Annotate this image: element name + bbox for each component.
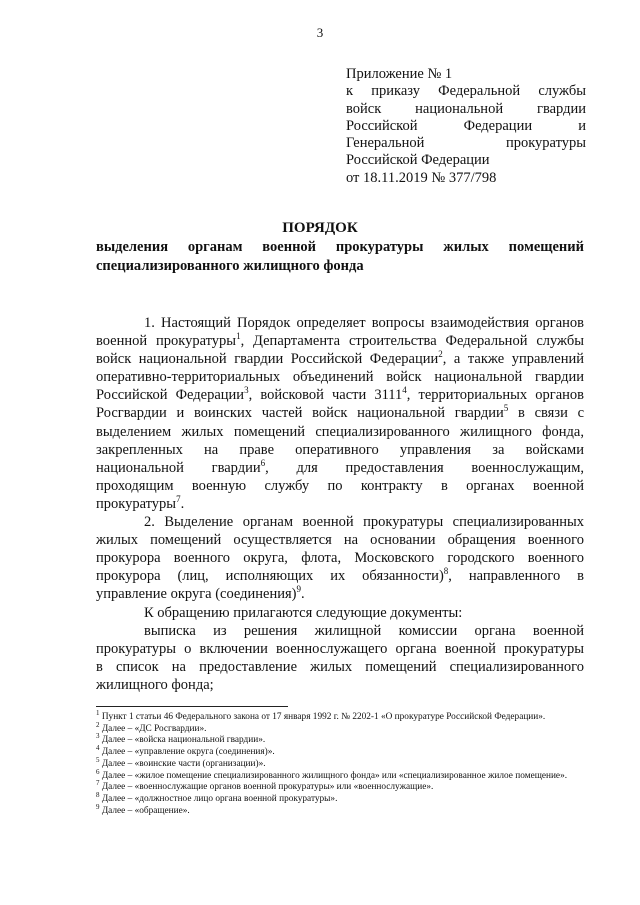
footnote-ref[interactable]: 3 xyxy=(244,386,249,396)
footnotes xyxy=(96,708,584,817)
footnote: $^8$ Далее – «должностное лицо органа военной прокуратуры». xyxy=(96,790,338,804)
footnote: $^9$ Далее – «обращение». xyxy=(96,802,190,816)
body-line: 2. Выделение органам военной прокуратуры специализированных xyxy=(144,514,584,531)
body-line: военной прокуратуры$^1$, Департамента строительства Федеральной службы xyxy=(96,332,584,350)
body-line: выделением жилых помещений специализированного жилищного фонда, xyxy=(96,423,584,440)
body-line: войск национальной гвардии Российской Федерации$^2$, а также управлений xyxy=(96,350,584,368)
footnote: $^3$ Далее – «войска национальной гвардии». xyxy=(96,732,266,746)
document-body xyxy=(96,314,584,694)
appendix-line: войск национальной гвардии xyxy=(346,100,586,117)
body-line: жилищного фонда; xyxy=(96,676,214,693)
body-line: 1. Настоящий Порядок определяет вопросы взаимодействия органов xyxy=(144,315,584,331)
appendix-line: к приказу Федеральной службы xyxy=(346,83,586,100)
appendix-line: Российской Федерации и xyxy=(346,117,586,134)
footnote: $^4$ Далее – «управление округа (соединения)». xyxy=(96,744,275,758)
body-line: Российской Федерации$^3$, войсковой части 3111$^4$, территориальных органов xyxy=(96,386,584,404)
body-line: прокуратуры$^7$. xyxy=(96,494,185,512)
subtitle-line: специализированного жилищного фонда xyxy=(96,257,364,274)
footnote-ref[interactable]: 2 xyxy=(438,350,443,360)
footnote-ref[interactable]: 9 xyxy=(296,585,302,595)
footnote-ref[interactable]: 4 xyxy=(402,386,407,396)
body-line: в список на предоставление жилых помещений специализированного xyxy=(96,658,584,675)
footnote: $^5$ Далее – «воинские части (организации)». xyxy=(96,755,266,769)
page-number: 3 xyxy=(316,25,324,40)
body-line: управление округа (соединения)$^9$. xyxy=(96,585,305,603)
body-line: Росгвардии и воинских частей войск национальной гвардии$^5$ в связи с xyxy=(96,404,584,422)
footnote-ref[interactable]: 6 xyxy=(260,458,266,468)
subtitle-line: выделения органам военной прокуратуры жилых помещений xyxy=(96,239,584,255)
document-subtitle xyxy=(96,238,584,275)
footnote-ref[interactable]: 5 xyxy=(503,404,509,414)
body-line: национальной гвардии$^6$, для предоставления военнослужащим, xyxy=(96,458,584,476)
footnote-ref[interactable]: 7 xyxy=(176,494,181,505)
body-line: проходящим военную службу по контракту в органах военной xyxy=(96,477,584,494)
body-line: К обращению прилагаются следующие документы: xyxy=(144,604,463,621)
appendix-line: от 18.11.2019 № 377/798 xyxy=(346,169,497,186)
footnote-ref[interactable]: 1 xyxy=(236,332,241,342)
document-title: ПОРЯДОК xyxy=(282,220,358,236)
appendix-header xyxy=(346,66,586,187)
footnote-divider xyxy=(96,706,288,707)
footnote: $^6$ Далее – «жилое помещение специализированного жилищного фонда» или «специализированное жилое помещение». xyxy=(96,767,568,781)
appendix-line: Генеральной прокуратуры xyxy=(346,135,586,152)
body-line: оперативно-территориальных объединений войск национальной гвардии xyxy=(96,369,584,386)
body-line: выписка из решения жилищной комиссии органа военной xyxy=(144,622,584,639)
body-line: прокурора военного округа, флота, Московского городского военного xyxy=(96,550,584,567)
body-line: жилых помещений осуществляется на основании обращения военного xyxy=(96,532,584,549)
body-line: прокурора (лиц, исполняющих их обязанности)$^8$, направленного в xyxy=(96,567,584,585)
footnote-ref[interactable]: 8 xyxy=(443,567,449,577)
footnote: $^1$ Пункт 1 статьи 46 Федерального закона от 17 января 1992 г. № 2202-1 «О прокуратуре Российской Федерации». xyxy=(96,708,546,722)
footnote: $^7$ Далее – «военнослужащие органов военной прокуратуры» или «военнослужащие». xyxy=(96,779,434,793)
footnote: $^2$ Далее – «ДС Росгвардии». xyxy=(96,720,207,734)
appendix-line: Приложение № 1 xyxy=(346,66,453,82)
body-line: прокуратуры о включении военнослужащего органа военной прокуратуры xyxy=(96,640,584,657)
body-line: закрепленных на праве оперативного управления за войсками xyxy=(96,441,584,458)
appendix-line: Российской Федерации xyxy=(346,152,490,169)
